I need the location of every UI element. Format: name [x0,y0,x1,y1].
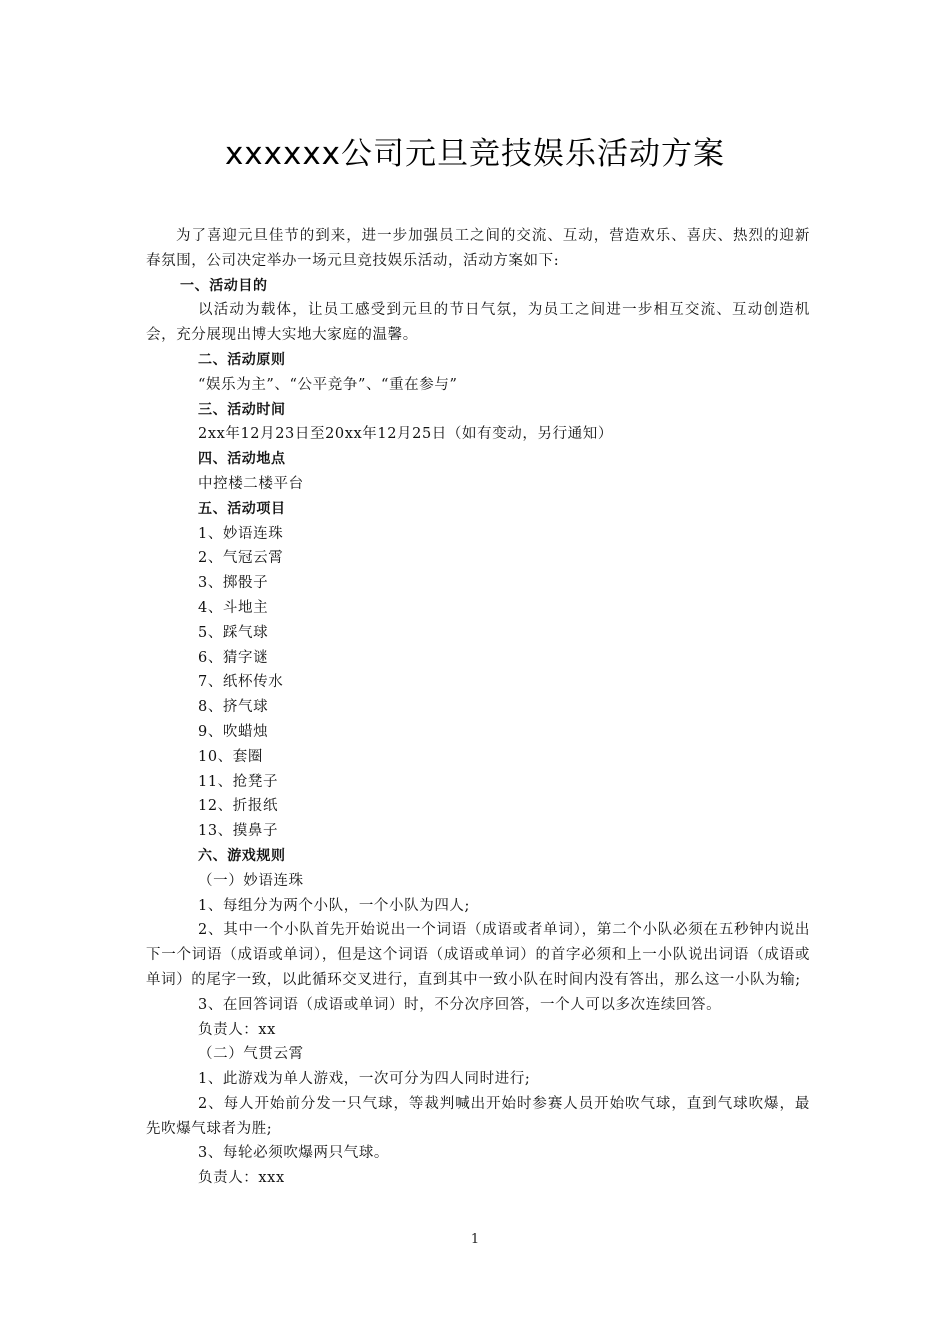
place-text: 中控楼二楼平台 [198,475,304,492]
list-item: 8、挤气球 [198,699,269,716]
heading-items: 五、活动项目 [198,500,286,517]
heading-principle: 二、活动原则 [198,351,286,368]
list-item: 4、斗地主 [198,599,269,616]
heading-rules: 六、游戏规则 [198,847,286,864]
time-text: 2xx年12月23日至20xx年12月25日（如有变动，另行通知） [198,426,613,443]
heading-time: 三、活动时间 [198,401,286,418]
list-item: 2、气冠云霄 [198,550,284,567]
heading-place: 四、活动地点 [198,451,286,468]
list-item: 7、纸杯传水 [198,674,284,691]
list-item: 10、套圈 [198,748,263,765]
rule2-paragraph-2: 2、每人开始前分发一只气球，等裁判喊出开始时参赛人员开始吹气球，直到气球吹爆，最先吹爆气球者为胜; [146,1095,810,1137]
document-body [146,224,810,1191]
rule2-paragraph-1: 1、此游戏为单人游戏，一次可分为四人同时进行; [198,1071,531,1088]
rule2-owner: 负责人：xxx [198,1170,285,1187]
list-item: 11、抢凳子 [198,773,279,790]
rule1-title: （一）妙语连珠 [198,872,304,889]
list-item: 12、折报纸 [198,798,279,815]
list-item: 13、摸鼻子 [198,823,279,840]
heading-purpose: 一、活动目的 [180,277,268,294]
purpose-paragraph: 以活动为载体，让员工感受到元旦的节日气氛，为员工之间进一步相互交流、互动创造机会，充分展现出博大实地大家庭的温馨。 [146,302,810,344]
list-item: 6、猜字谜 [198,649,269,666]
list-item: 3、掷骰子 [198,575,269,592]
principle-text: “娱乐为主”、“公平竞争”、“重在参与” [198,376,458,393]
rule2-paragraph-3: 3、每轮必须吹爆两只气球。 [198,1145,390,1162]
rule1-paragraph-3: 3、在回答词语（成语或单词）时，不分次序回答，一个人可以多次连续回答。 [198,996,722,1013]
list-item: 1、妙语连珠 [198,525,284,542]
list-item: 5、踩气球 [198,624,269,641]
page-number: 1 [470,1232,480,1247]
rule1-paragraph-1: 1、每组分为两个小队，一个小队为四人; [198,897,471,914]
rule1-paragraph-2: 2、其中一个小队首先开始说出一个词语（成语或者单词），第二个小队必须在五秒钟内说出下一个词语（成语或单词），但是这个词语（成语或单词）的首字必须和上一小队说出词语（成语或单词）的尾字一致，以此循环交叉进行，直到其中一致小队在时间内没有答出，那么这一小队为输; [146,922,810,988]
list-item: 9、吹蜡烛 [198,723,269,740]
intro-paragraph: 为了喜迎元旦佳节的到来，进一步加强员工之间的交流、互动，营造欢乐、喜庆、热烈的迎新春氛围，公司决定举办一场元旦竞技娱乐活动，活动方案如下: [146,228,810,269]
document-title: xxxxxx公司元旦竞技娱乐活动方案 [224,136,726,172]
rule1-owner: 负责人：xx [198,1021,276,1038]
rule2-title: （二）气贯云霄 [198,1046,304,1063]
